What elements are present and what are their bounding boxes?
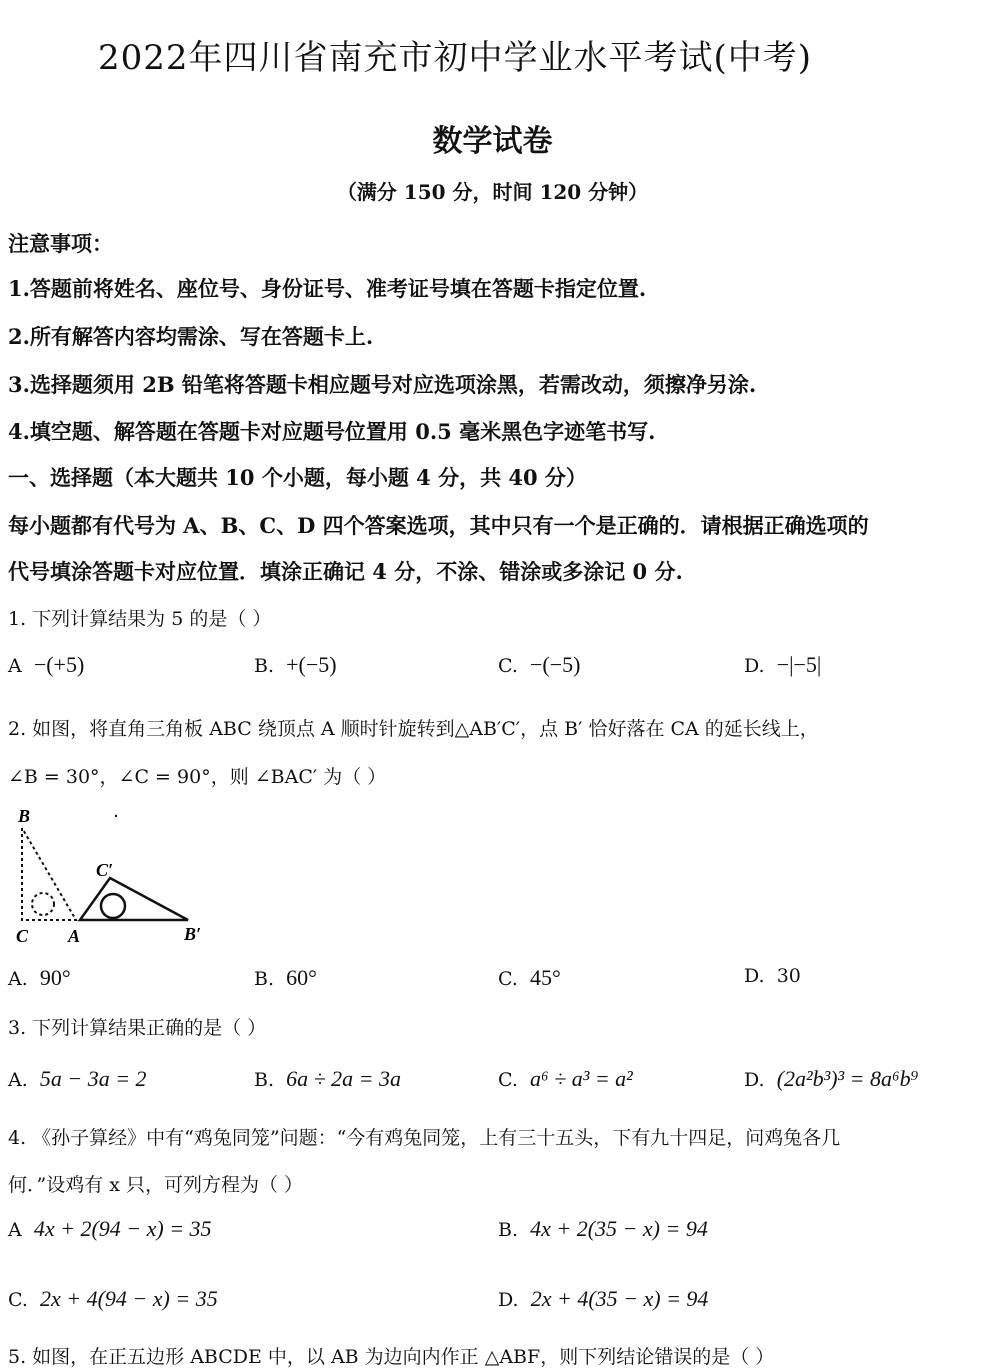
option-text: 5a − 3a = 2: [39, 1066, 147, 1091]
option-text: 2x + 4(35 − x) = 94: [530, 1286, 709, 1311]
q1-option-d: [744, 652, 821, 678]
document-title: 2022年四川省南充市初中学业水平考试(中考): [98, 38, 813, 78]
document-subtitle: 数学试卷: [432, 124, 553, 159]
label-b-prime: B′: [184, 924, 202, 944]
option-text: 90°: [39, 965, 71, 990]
option-text: −(+5): [33, 652, 85, 677]
option-label: D.: [744, 1069, 765, 1091]
q3-option-d: [744, 1066, 918, 1092]
option-text: −|−5|: [776, 652, 822, 677]
q3-option-b: [254, 1066, 401, 1092]
notice-item-3: 3.选择题须用 2B 铅笔将答题卡相应题号对应选项涂黑，若需改动，须擦净另涂.: [8, 372, 757, 397]
option-text: +(−5): [286, 652, 337, 677]
q2-option-a: [8, 965, 71, 991]
question-5-stem: 5. 如图，在正五边形 ABCDE 中，以 AB 为边向内作正 △ABF，则下列结论错误的是（ ）: [8, 1346, 775, 1368]
section-heading: 一、选择题（本大题共 10 个小题，每小题 4 分，共 40 分）: [8, 465, 587, 490]
q2-option-b: [254, 965, 317, 991]
option-label: B.: [254, 1069, 275, 1091]
question-1-stem: 1. 下列计算结果为 5 的是（ ）: [8, 608, 272, 630]
option-text: 2x + 4(94 − x) = 35: [40, 1286, 218, 1311]
q2-option-c: [498, 965, 561, 991]
option-label: C.: [8, 1289, 28, 1311]
question-4-stem-line1: 4. 《孙子算经》中有“鸡兔同笼”问题：“今有鸡兔同笼，上有三十五头，下有九十四足，问鸡兔各几: [8, 1127, 841, 1149]
option-text: −(−5): [530, 652, 581, 677]
stray-dot: [115, 815, 117, 817]
option-label: B.: [254, 968, 275, 990]
exam-meta: （满分 150 分，时间 120 分钟）: [336, 180, 649, 204]
question-2-stem-line2: ∠B = 30°，∠C = 90°，则 ∠BAC′ 为（ ）: [8, 766, 387, 788]
section-desc-line1: 每小题都有代号为 A、B、C、D 四个答案选项，其中只有一个是正确的．请根据正确选项的: [8, 513, 869, 538]
q1-option-c: [498, 652, 580, 678]
triangle-ab-prime-c-prime: [80, 878, 188, 920]
q4-option-d: [498, 1286, 708, 1312]
triangle-abc: [22, 828, 76, 920]
question-2-stem-line1: 2. 如图，将直角三角板 ABC 绕顶点 A 顺时针旋转到△AB′C′，点 B′ 恰好落在 CA 的延长线上，: [8, 718, 819, 740]
option-label: C.: [498, 1069, 518, 1091]
option-label: D.: [498, 1289, 519, 1311]
section-desc-line2: 代号填涂答题卡对应位置．填涂正确记 4 分，不涂、错涂或多涂记 0 分.: [8, 559, 683, 584]
q3-option-a: [8, 1066, 147, 1092]
option-label: C.: [498, 655, 518, 677]
option-text: 4x + 2(94 − x) = 35: [33, 1216, 212, 1241]
option-label: D.: [744, 965, 765, 987]
option-label: A: [8, 1219, 22, 1241]
q3-option-c: [498, 1066, 633, 1092]
q4-option-b: [498, 1216, 708, 1242]
notice-heading: 注意事项：: [8, 231, 113, 256]
option-label: C.: [498, 968, 518, 990]
option-text: 30: [776, 965, 801, 987]
question-3-stem: 3. 下列计算结果正确的是（ ）: [8, 1017, 267, 1039]
option-text: 4x + 2(35 − x) = 94: [530, 1216, 708, 1241]
rotation-triangle-figure: [12, 800, 222, 950]
option-label: A.: [8, 1069, 28, 1091]
option-text: a⁶ ÷ a³ = a²: [530, 1066, 633, 1091]
notice-item-1: 1.答题前将姓名、座位号、身份证号、准考证号填在答题卡指定位置.: [8, 276, 647, 301]
triangle-prime-hole: [101, 894, 125, 918]
q1-option-b: [254, 652, 337, 678]
option-label: D.: [744, 655, 765, 677]
option-label: B.: [498, 1219, 519, 1241]
option-label: A.: [8, 968, 28, 990]
q4-option-a: [8, 1216, 212, 1242]
option-text: 45°: [530, 965, 561, 990]
label-c-prime: C′: [96, 860, 114, 880]
option-label: B.: [254, 655, 275, 677]
label-b: B: [18, 806, 31, 826]
q1-option-a: [8, 652, 84, 678]
question-4-stem-line2: 何．”设鸡有 x 只，可列方程为（ ）: [8, 1174, 304, 1196]
label-c: C: [16, 926, 29, 946]
notice-item-2: 2.所有解答内容均需涂、写在答题卡上.: [8, 324, 374, 349]
option-text: (2a²b³)³ = 8a⁶b⁹: [776, 1066, 919, 1091]
q4-option-c: [8, 1286, 218, 1312]
triangle-abc-hole: [32, 893, 54, 915]
option-text: 6a ÷ 2a = 3a: [286, 1066, 402, 1091]
label-a: A: [68, 926, 81, 946]
notice-item-4: 4.填空题、解答题在答题卡对应题号位置用 0.5 毫米黑色字迹笔书写.: [8, 419, 656, 444]
option-label: A: [8, 655, 22, 677]
q2-option-d: [744, 965, 801, 987]
option-text: 60°: [286, 965, 317, 990]
